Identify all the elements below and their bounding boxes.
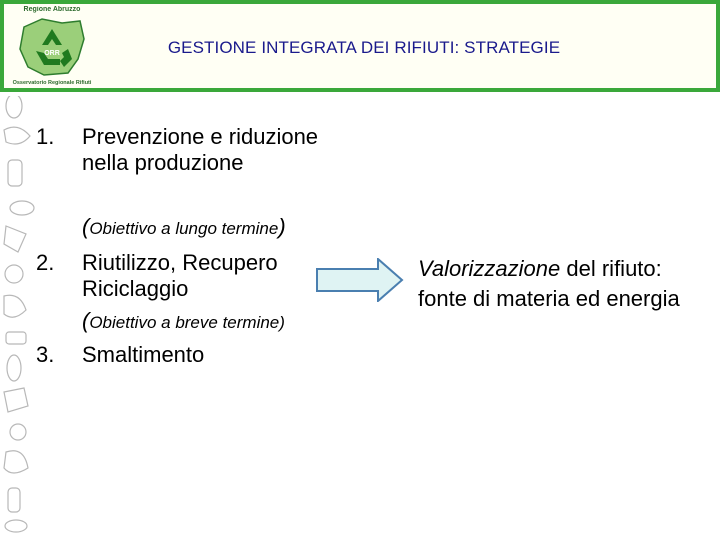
logo-top-text: Regione Abruzzo	[23, 6, 81, 13]
strategy-number: 3.	[36, 342, 55, 367]
recycle-region-icon	[14, 15, 90, 79]
right-arrow-icon	[316, 258, 404, 302]
logo-center-text: ORR	[44, 50, 60, 57]
decorative-waste-illustration	[0, 96, 44, 540]
header-banner	[0, 0, 720, 92]
strategy-note: (Obiettivo a lungo termine)	[82, 214, 286, 239]
region-logo	[8, 6, 96, 90]
slide-title: GESTIONE INTEGRATA DEI RIFIUTI: STRATEGIE	[167, 38, 561, 57]
strategy-number: 2.	[36, 250, 55, 275]
result-line-2: fonte di materia ed energia	[418, 286, 680, 311]
logo-bottom-text: Osservatorio Regionale Rifiuti	[12, 80, 92, 86]
strategy-number: 1.	[36, 124, 55, 149]
strategy-note: (Obiettivo a breve termine)	[82, 308, 285, 333]
result-line-1: Valorizzazione del rifiuto:	[418, 256, 662, 281]
strategy-text: Prevenzione e riduzione nella produzione	[82, 124, 319, 175]
result-statement	[418, 254, 718, 314]
strategy-text: Smaltimento	[82, 342, 205, 367]
strategy-text: Riutilizzo, Recupero Riciclaggio	[82, 250, 278, 301]
